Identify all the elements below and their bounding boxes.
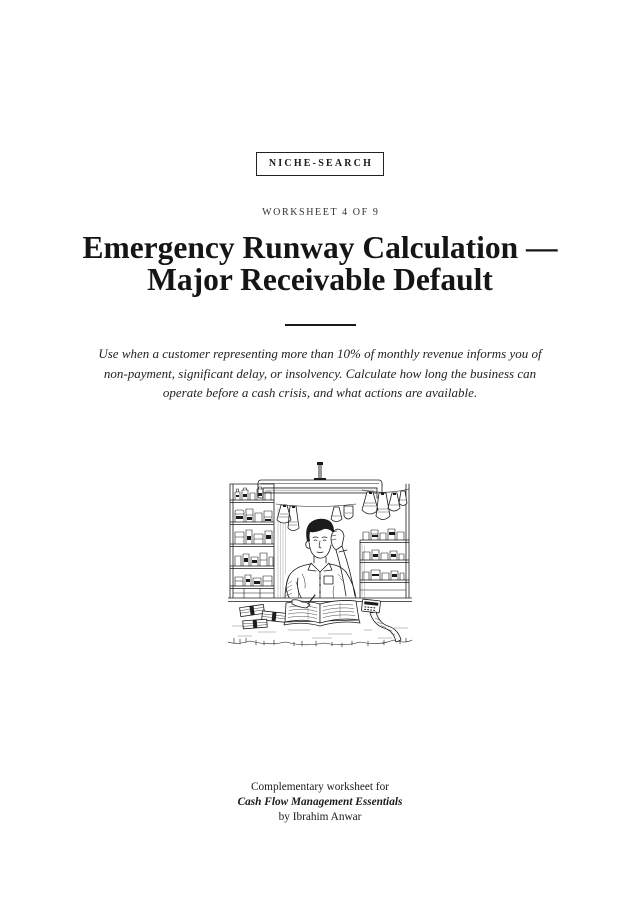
author-line: by Ibrahim Anwar xyxy=(278,811,362,823)
shirt xyxy=(285,556,346,598)
worksheet-number: WORKSHEET 4 OF 9 xyxy=(262,207,380,218)
description-line-1: Use when a customer representing more than 10% of monthly revenue informs you of xyxy=(98,346,542,361)
hair xyxy=(306,519,334,541)
left-shelves xyxy=(230,484,274,600)
title-line-1: Emergency Runway Calculation — xyxy=(82,230,558,265)
writing-arm xyxy=(286,576,302,599)
description xyxy=(0,344,640,403)
attribution-intro: Complementary worksheet for xyxy=(250,781,390,793)
shirt-folds xyxy=(296,574,334,598)
resting-arm xyxy=(336,546,356,598)
book-title: Cash Flow Management Essentials xyxy=(237,796,403,808)
hanging-goods xyxy=(276,489,409,531)
shopkeeper-figure xyxy=(285,519,356,599)
shopkeeper-illustration xyxy=(228,462,412,648)
calculator xyxy=(361,599,380,613)
facial-features xyxy=(313,537,327,553)
badge-row xyxy=(0,152,640,176)
shopkeeper-drawing xyxy=(228,462,412,648)
attribution xyxy=(0,780,640,825)
shirt-shading xyxy=(286,574,343,596)
title-line-2: Major Receivable Default xyxy=(147,262,493,297)
brand-badge: NICHE-SEARCH xyxy=(256,152,384,176)
page-title xyxy=(0,232,640,296)
description-line-2: non-payment, significant delay, or insolvency. Calculate how long the business can xyxy=(103,365,537,381)
description-line-3: operate before a cash crisis, and what actions are available. xyxy=(162,385,478,400)
ceiling-lamp xyxy=(258,462,382,498)
title-divider xyxy=(285,324,356,326)
